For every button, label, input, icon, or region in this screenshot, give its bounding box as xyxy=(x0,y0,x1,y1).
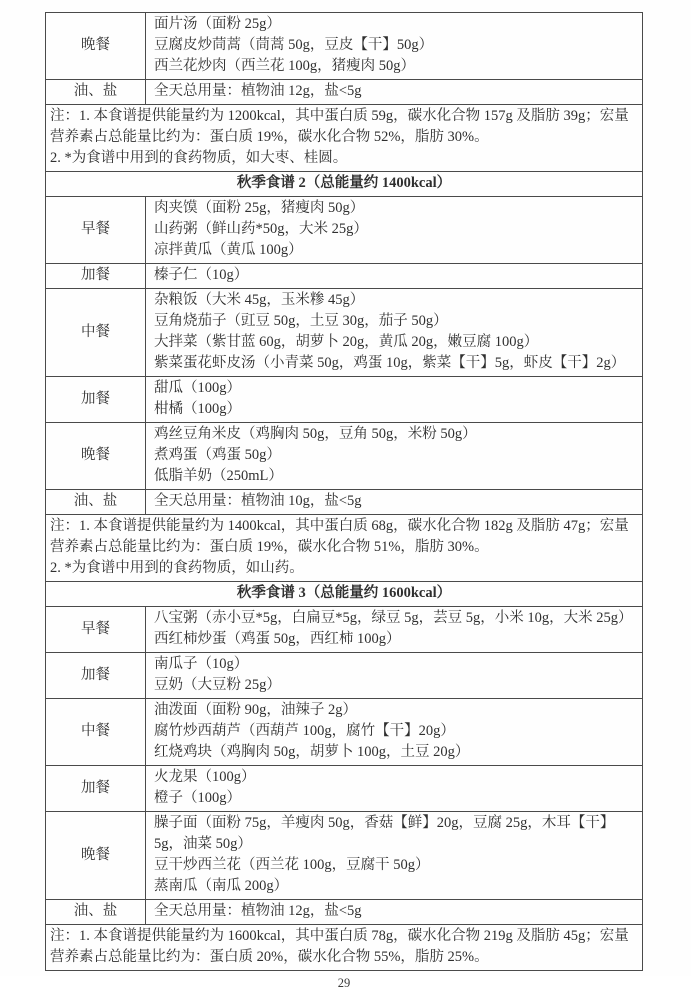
meal-row xyxy=(46,652,642,698)
dish-list xyxy=(146,80,642,104)
note-line: 2. *为食谱中用到的食药物质，如大枣、桂圆。 xyxy=(50,150,348,166)
dish-line: 臊子面（面粉 75g，羊瘦肉 50g，香菇【鲜】20g，豆腐 25g，木耳【干】5g，油菜 50g） xyxy=(154,815,615,852)
dish-list xyxy=(146,607,642,652)
dish-line: 面片汤（面粉 25g） xyxy=(154,16,281,32)
dish-line: 大拌菜（紫甘蓝 60g，胡萝卜 20g，黄瓜 20g，嫩豆腐 100g） xyxy=(154,334,539,350)
dish-list xyxy=(146,699,642,765)
dish-line: 低脂羊奶（250mL） xyxy=(154,468,283,484)
dish-line: 柑橘（100g） xyxy=(154,401,241,417)
dish-line: 全天总用量：植物油 12g，盐<5g xyxy=(154,903,362,919)
dish-line: 肉夹馍（面粉 25g，猪瘦肉 50g） xyxy=(154,200,365,216)
section-header: 秋季食谱 2（总能量约 1400kcal） xyxy=(236,175,452,191)
dish-line: 豆干炒西兰花（西兰花 100g，豆腐干 50g） xyxy=(154,857,430,873)
meal-row xyxy=(46,765,642,811)
dish-line: 八宝粥（赤小豆*5g，白扁豆*5g，绿豆 5g，芸豆 5g，小米 10g，大米 25g） xyxy=(154,610,633,626)
dish-line: 西红柿炒蛋（鸡蛋 50g，西红柿 100g） xyxy=(154,631,401,647)
note-row xyxy=(46,924,642,970)
section-header: 秋季食谱 3（总能量约 1600kcal） xyxy=(236,585,452,601)
meal-label: 加餐 xyxy=(46,377,146,422)
meal-row xyxy=(46,263,642,288)
dish-line: 全天总用量：植物油 10g，盐<5g xyxy=(154,493,362,509)
meal-label: 中餐 xyxy=(46,289,146,376)
meal-plan-table xyxy=(45,12,643,971)
meal-label: 晚餐 xyxy=(46,423,146,489)
meal-row xyxy=(46,698,642,765)
dish-line: 红烧鸡块（鸡胸肉 50g，胡萝卜 100g，土豆 20g） xyxy=(154,744,470,760)
meal-row xyxy=(46,489,642,514)
dish-line: 腐竹炒西葫芦（西葫芦 100g，腐竹【干】20g） xyxy=(154,723,455,739)
meal-row xyxy=(46,376,642,422)
note-row xyxy=(46,104,642,171)
meal-row xyxy=(46,13,642,79)
meal-row xyxy=(46,196,642,263)
dish-list xyxy=(146,377,642,422)
meal-label: 油、盐 xyxy=(46,490,146,514)
meal-label: 早餐 xyxy=(46,607,146,652)
dish-line: 油泼面（面粉 90g，油辣子 2g） xyxy=(154,702,357,718)
note-text xyxy=(46,925,642,970)
dish-list xyxy=(146,653,642,698)
dish-line: 南瓜子（10g） xyxy=(154,656,249,672)
dish-line: 蒸南瓜（南瓜 200g） xyxy=(154,878,289,894)
dish-line: 杂粮饭（大米 45g，玉米糁 45g） xyxy=(154,292,365,308)
dish-line: 鸡丝豆角米皮（鸡胸肉 50g，豆角 50g，米粉 50g） xyxy=(154,426,477,442)
note-row xyxy=(46,514,642,581)
meal-label: 油、盐 xyxy=(46,80,146,104)
note-line: 注：1. 本食谱提供能量约为 1200kcal，其中蛋白质 59g，碳水化合物 157g 及脂肪 39g；宏量营养素占总能量比约为：蛋白质 19%，碳水化合物 52%，脂肪 30%。 xyxy=(50,108,629,145)
dish-line: 西兰花炒肉（西兰花 100g，猪瘦肉 50g） xyxy=(154,58,415,74)
dish-list xyxy=(146,900,642,924)
dish-line: 甜瓜（100g） xyxy=(154,380,241,396)
dish-line: 煮鸡蛋（鸡蛋 50g） xyxy=(154,447,281,463)
dish-line: 凉拌黄瓜（黄瓜 100g） xyxy=(154,242,303,258)
meal-row xyxy=(46,811,642,899)
meal-row xyxy=(46,899,642,924)
note-line: 2. *为食谱中用到的食药物质，如山药。 xyxy=(50,560,304,576)
meal-row xyxy=(46,422,642,489)
dish-line: 紫菜蛋花虾皮汤（小青菜 50g，鸡蛋 10g，紫菜【干】5g，虾皮【干】2g） xyxy=(154,355,626,371)
meal-label: 晚餐 xyxy=(46,13,146,79)
dish-list xyxy=(146,289,642,376)
note-text xyxy=(46,105,642,171)
dish-line: 榛子仁（10g） xyxy=(154,267,249,283)
dish-list xyxy=(146,812,642,899)
meal-row xyxy=(46,606,642,652)
dish-list xyxy=(146,13,642,79)
page-number: 29 xyxy=(337,976,351,990)
meal-label: 晚餐 xyxy=(46,812,146,899)
note-text xyxy=(46,515,642,581)
section-header-row xyxy=(46,171,642,196)
dish-line: 豆腐皮炒茼蒿（茼蒿 50g，豆皮【干】50g） xyxy=(154,37,434,53)
dish-list xyxy=(146,766,642,811)
section-header-row xyxy=(46,581,642,606)
meal-label: 加餐 xyxy=(46,766,146,811)
meal-label: 中餐 xyxy=(46,699,146,765)
note-line: 注：1. 本食谱提供能量约为 1600kcal，其中蛋白质 78g，碳水化合物 219g 及脂肪 45g；宏量营养素占总能量比约为：蛋白质 20%，碳水化合物 55%，脂肪 25%。 xyxy=(50,928,629,965)
meal-label: 加餐 xyxy=(46,264,146,288)
dish-list xyxy=(146,490,642,514)
dish-line: 豆角烧茄子（豇豆 50g，土豆 30g，茄子 50g） xyxy=(154,313,448,329)
meal-label: 加餐 xyxy=(46,653,146,698)
dish-list xyxy=(146,423,642,489)
meal-label: 早餐 xyxy=(46,197,146,263)
meal-row xyxy=(46,288,642,376)
meal-label: 油、盐 xyxy=(46,900,146,924)
note-line: 注：1. 本食谱提供能量约为 1400kcal，其中蛋白质 68g，碳水化合物 182g 及脂肪 47g；宏量营养素占总能量比约为：蛋白质 19%，碳水化合物 51%，脂肪 30%。 xyxy=(50,518,629,555)
dish-line: 豆奶（大豆粉 25g） xyxy=(154,677,281,693)
meal-row xyxy=(46,79,642,104)
dish-line: 全天总用量：植物油 12g，盐<5g xyxy=(154,83,362,99)
dish-list xyxy=(146,264,642,288)
dish-line: 山药粥（鲜山药*50g，大米 25g） xyxy=(154,221,368,237)
dish-list xyxy=(146,197,642,263)
dish-line: 橙子（100g） xyxy=(154,790,241,806)
dish-line: 火龙果（100g） xyxy=(154,769,256,785)
